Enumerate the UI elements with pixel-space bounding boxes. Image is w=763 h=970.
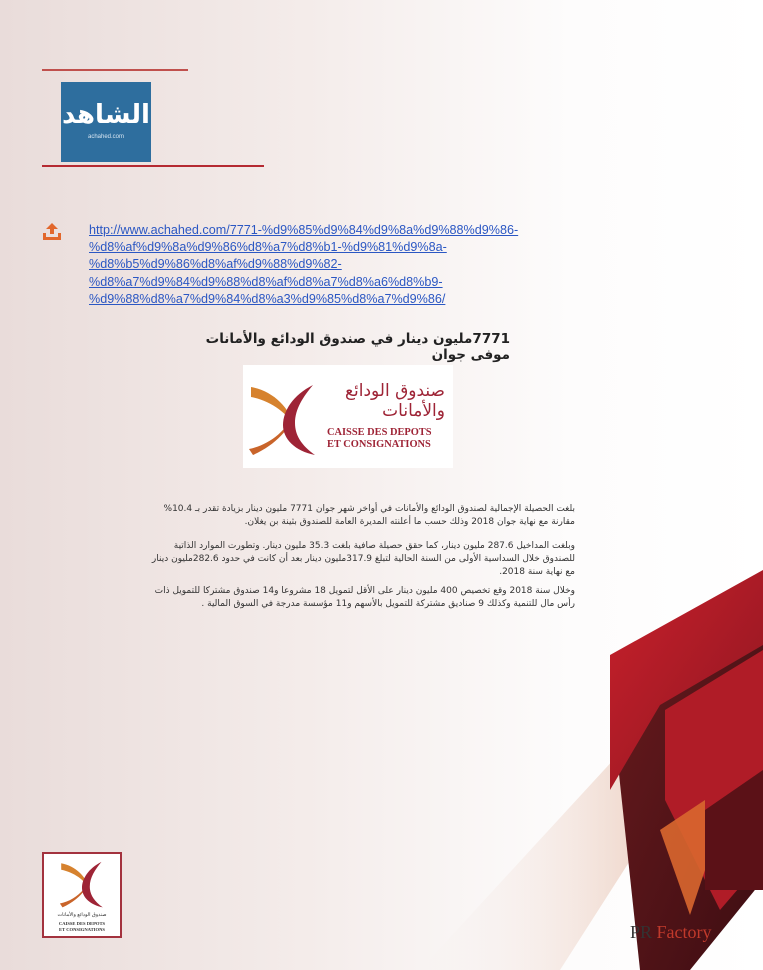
url-line[interactable]: %d8%a7%d9%84%d9%88%d8%af%d8%a7%d8%a6%d8%b9- [89, 274, 443, 289]
cdc-arabic-name: صندوق الودائع والأمانات [344, 381, 445, 421]
cdc-french-line: CAISSE DES DEPOTS [327, 427, 432, 438]
footer-cdc-emblem [56, 858, 108, 910]
logo-subtext: achahed.com [87, 134, 125, 140]
url-line[interactable]: %d8%b5%d9%86%d8%af%d9%88%d9%82- [89, 257, 342, 272]
top-rule [42, 69, 188, 71]
footer-logo-french [48, 921, 116, 932]
cdc-french-line: ET CONSIGNATIONS [327, 439, 431, 450]
url-line[interactable]: %d8%af%d9%8a%d9%86%d8%a7%d8%b1-%d9%81%d9%8a- [89, 240, 447, 255]
brand-pr: PR [630, 922, 653, 942]
cdc-logo [243, 365, 453, 468]
url-line[interactable]: http://www.achahed.com/7771-%d9%85%d9%84%d9%8a%d9%88%d9%86- [89, 223, 519, 237]
pr-factory-brand [630, 922, 712, 943]
article-paragraph: وخلال سنة 2018 وقع تخصيص 400 مليون دينار على الأقل لتمويل 18 مشروعا و14 صندوق مشتركا للتمويل ذات رأس مال للتنمية وكذلك 9 صناديق مشتركة للتمويل بالأسهم و11 مؤسسة مدرجة في السوق المالية . [154, 586, 575, 609]
footer-logo-arabic: صندوق الودائع والأمانات [57, 912, 107, 918]
cdc-emblem [243, 379, 323, 459]
achahed-logo [61, 82, 151, 162]
upload-icon[interactable] [40, 220, 64, 244]
article-headline: 7771مليون دينار في صندوق الودائع والأمانات موفى جوان [205, 331, 510, 363]
article-paragraph: بلغت الحصيلة الإجمالية لصندوق الودائع والأمانات في أواخر شهر جوان 7771 مليون دينار بزيادة تقدر بـ 10.4% مقارنة مع نهاية جوان 2018 وذلك حسب ما أعلنته المديرة العامة للصندوق بثينة بن يغلان. [163, 504, 575, 527]
footer-cdc-logo [42, 852, 122, 938]
article-paragraph: وبلغت المداخيل 287.6 مليون دينار، كما حقق حصيلة صافية بلغت 35.3 مليون دينار. وتطورت الموارد الذاتية للصندوق خلال السداسية الأولى من السنة الحالية لتبلغ 317.9مليون دينار بعد أن كانت في حدود 282.6مليون دينار مع نهاية سنة 2018. [151, 541, 575, 577]
cdc-french-name [327, 427, 451, 451]
logo-text: الشاهد [62, 100, 150, 130]
source-link[interactable] [89, 222, 589, 308]
footer-logo-french-line: CAISSE DES DEPOTS [58, 921, 106, 926]
url-line[interactable]: %d9%88%d8%a7%d9%84%d8%a3%d9%85%d8%a7%d9%86/ [89, 291, 446, 306]
header-rule [42, 165, 264, 167]
brand-factory: Factory [656, 922, 712, 942]
footer-logo-french-line: ET CONSIGNATIONS [59, 926, 105, 932]
